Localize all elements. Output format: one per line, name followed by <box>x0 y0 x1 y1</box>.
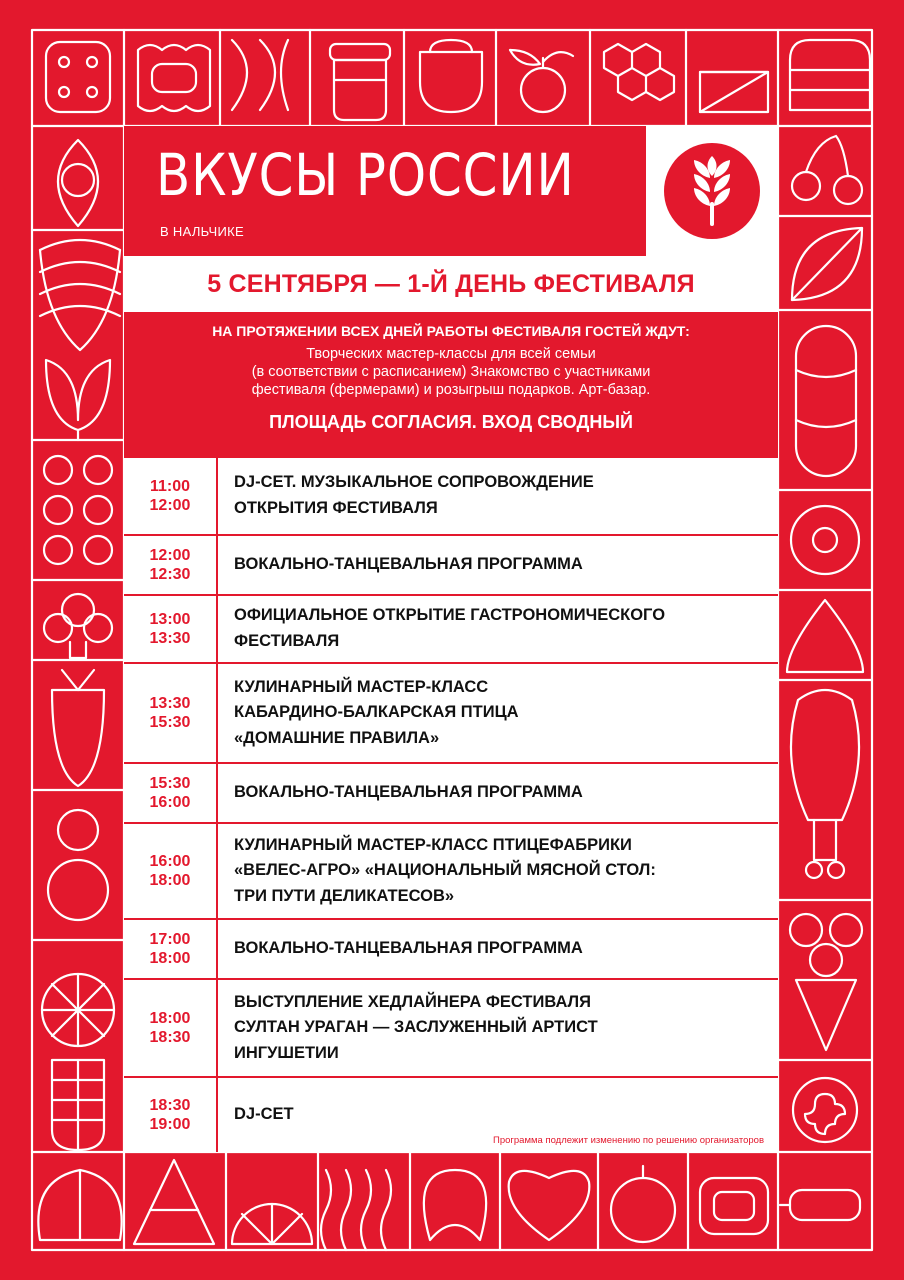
donut-icon <box>791 506 859 574</box>
schedule-row <box>124 980 778 1078</box>
honeycomb-icon <box>604 44 674 100</box>
info-heading: НА ПРОТЯЖЕНИИ ВСЕХ ДНЕЙ РАБОТЫ ФЕСТИВАЛЯ ГОСТЕЙ ЖДУТ: <box>212 323 690 339</box>
tulip-icon <box>46 360 110 440</box>
schedule-row <box>124 536 778 596</box>
footnote: Программа подлежит изменению по решению организаторов <box>493 1135 764 1146</box>
bread-icon <box>790 40 870 110</box>
schedule-row <box>124 920 778 980</box>
time-cell <box>124 920 218 978</box>
leaf-icon <box>792 228 862 300</box>
event-title: ВОКАЛЬНО-ТАНЦЕВАЛЬНАЯ ПРОГРАММА <box>234 555 583 574</box>
flower-cookie-icon <box>793 1078 857 1142</box>
end-time: 16:00 <box>149 794 191 811</box>
sushi-icon <box>700 1178 768 1234</box>
cheese-icon <box>700 72 768 112</box>
time-cell <box>124 596 218 662</box>
schedule-row <box>124 824 778 920</box>
day-title: 5 СЕНТЯБРЯ — 1-Й ДЕНЬ ФЕСТИВАЛЯ <box>207 269 695 298</box>
berries-icon <box>44 456 112 564</box>
pizza-slice-icon <box>134 1160 214 1244</box>
time-cell <box>124 536 218 594</box>
event-title: КУЛИНАРНЫЙ МАСТЕР-КЛАСС ПТИЦЕФАБРИКИ «ВЕЛЕС-АГРО» «НАЦИОНАЛЬНЫЙ МЯСНОЙ СТОЛ: ТРИ ПУТИ ДЕЛИКАТЕСОВ» <box>234 835 656 905</box>
honey-pot-icon <box>420 40 482 112</box>
apple-core-icon <box>611 1166 675 1242</box>
pumpkin-icon <box>38 1170 121 1240</box>
end-time: 15:30 <box>149 714 191 731</box>
time-cell <box>124 458 218 534</box>
heart-cookie-icon <box>509 1171 590 1240</box>
info-text: Творческих мастер-классы для всей семьи (в соответствии с расписанием) Знакомство с участниками фестиваля (фермерами) и розыгрыш подарков. Арт-базар. <box>251 346 651 399</box>
end-time: 12:00 <box>149 497 191 514</box>
venue-label: ПЛОЩАДЬ СОГЛАСИЯ. ВХОД СВОДНЫЙ <box>269 412 633 433</box>
festival-logo <box>646 126 778 256</box>
start-time: 17:00 <box>149 930 191 948</box>
schedule-row <box>124 764 778 824</box>
schedule-row <box>124 458 778 536</box>
cookie-icon <box>46 42 110 112</box>
drop-icon <box>787 600 863 672</box>
time-cell <box>124 824 218 918</box>
pear-icon <box>48 810 108 920</box>
time-cell <box>124 764 218 822</box>
start-time: 18:30 <box>149 1096 191 1114</box>
sausage-icon <box>796 326 856 476</box>
end-time: 19:00 <box>149 1116 191 1133</box>
time-cell <box>124 980 218 1076</box>
festival-title: ВКУСЫ РОССИИ <box>156 141 575 209</box>
citrus-icon <box>42 974 114 1046</box>
start-time: 18:00 <box>149 1009 191 1027</box>
start-time: 13:00 <box>149 610 191 628</box>
pasta-icon <box>321 1170 391 1250</box>
start-time: 15:30 <box>149 774 191 792</box>
biscuit-icon <box>138 45 210 111</box>
drumstick-icon <box>791 690 859 878</box>
event-title: КУЛИНАРНЫЙ МАСТЕР-КЛАСС КАБАРДИНО-БАЛКАРСКАЯ ПТИЦА «ДОМАШНИЕ ПРАВИЛА» <box>234 677 519 747</box>
end-time: 18:00 <box>149 950 191 967</box>
start-time: 13:30 <box>149 694 191 712</box>
event-title: ВОКАЛЬНО-ТАНЦЕВАЛЬНАЯ ПРОГРАММА <box>234 939 583 958</box>
cherry-icon <box>792 136 862 204</box>
apple-icon <box>510 50 573 112</box>
time-cell <box>124 1078 218 1152</box>
info-block <box>124 312 778 458</box>
grain-icon <box>232 40 288 110</box>
day-banner <box>124 256 778 312</box>
schedule-row <box>124 596 778 664</box>
end-time: 13:30 <box>149 630 191 647</box>
carrot-icon <box>58 140 98 226</box>
schedule-row <box>124 664 778 764</box>
pretzel-icon <box>424 1170 486 1240</box>
event-title: ОФИЦИАЛЬНОЕ ОТКРЫТИЕ ГАСТРОНОМИЧЕСКОГО ФЕСТИВАЛЯ <box>234 606 666 650</box>
event-title: ВОКАЛЬНО-ТАНЦЕВАЛЬНАЯ ПРОГРАММА <box>234 783 583 802</box>
event-title: ВЫСТУПЛЕНИЕ ХЕДЛАЙНЕРА ФЕСТИВАЛЯ СУЛТАН УРАГАН — ЗАСЛУЖЕННЫЙ АРТИСТ ИНГУШЕТИИ <box>234 992 598 1062</box>
rolling-pin-icon <box>780 1190 860 1220</box>
start-time: 11:00 <box>149 477 191 495</box>
end-time: 12:30 <box>149 566 191 583</box>
broccoli-icon <box>44 594 112 658</box>
ice-cream-icon <box>790 914 862 1050</box>
time-cell <box>124 664 218 762</box>
start-time: 12:00 <box>149 546 191 564</box>
end-time: 18:30 <box>149 1029 191 1046</box>
radish-icon <box>52 670 104 786</box>
corn-icon <box>52 1060 104 1150</box>
schedule-table <box>124 458 778 1152</box>
event-title: DJ-СЕТ <box>234 1105 294 1124</box>
festival-city: В НАЛЬЧИКЕ <box>160 224 244 239</box>
end-time: 18:00 <box>149 872 191 889</box>
wheat-icon <box>646 126 778 256</box>
header-box <box>124 126 646 256</box>
start-time: 16:00 <box>149 852 191 870</box>
fish-icon <box>40 240 120 350</box>
orange-slice-icon <box>232 1204 312 1244</box>
event-title: DJ-СЕТ. МУЗЫКАЛЬНОЕ СОПРОВОЖДЕНИЕ ОТКРЫТИЯ ФЕСТИВАЛЯ <box>234 473 594 517</box>
jar-icon <box>330 44 390 120</box>
